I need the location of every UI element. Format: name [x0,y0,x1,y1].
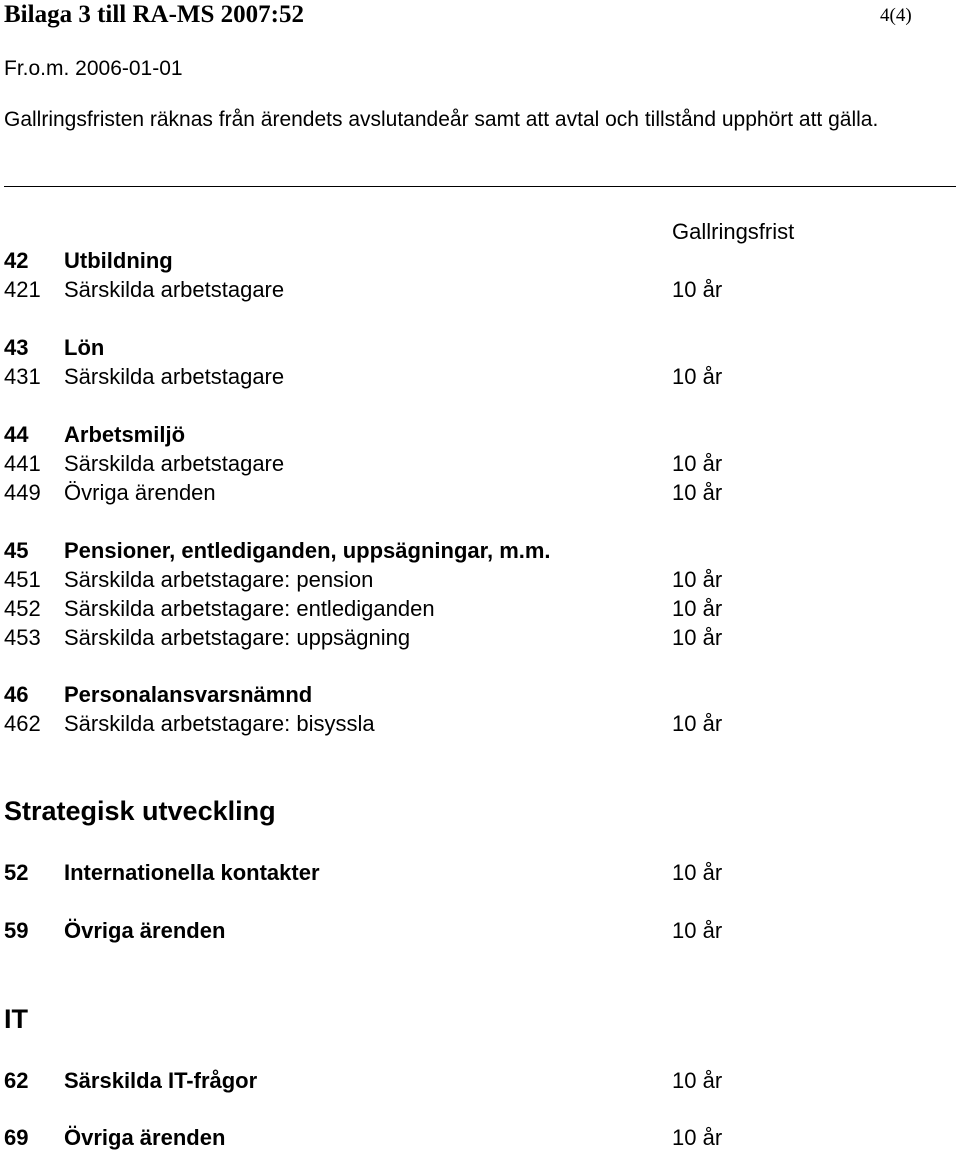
row-retention: 10 år [672,277,723,302]
row-name: Internationella kontakter [64,860,320,885]
row-code: 62 [4,1068,29,1093]
row-retention: 10 år [672,1125,723,1150]
row-code: 52 [4,860,29,885]
row-name: Särskilda arbetstagare [64,277,285,302]
row-retention: 10 år [672,567,723,592]
row-code: 59 [4,918,29,943]
row-name: Arbetsmiljö [64,422,186,447]
horizontal-divider [4,186,956,187]
row-retention: 10 år [672,451,723,476]
row-code: 431 [4,364,41,389]
row-name: Särskilda arbetstagare: entlediganden [64,596,435,621]
row-code: 42 [4,248,29,273]
row-retention: 10 år [672,1068,723,1093]
row-name: Särskilda arbetstagare: uppsägning [64,625,411,650]
row-code: 449 [4,480,41,505]
row-name: Särskilda arbetstagare [64,364,285,389]
row-name: Särskilda IT-frågor [64,1068,258,1093]
row-name: Personalansvarsnämnd [64,682,313,707]
row-code: 45 [4,538,29,563]
row-retention: 10 år [672,364,723,389]
row-name: Särskilda arbetstagare [64,451,285,476]
row-name: Pensioner, entlediganden, uppsägningar, m.m. [64,538,551,563]
column-header-retention: Gallringsfrist [672,219,795,244]
row-retention: 10 år [672,918,723,943]
row-code: 452 [4,596,41,621]
row-name: Övriga ärenden [64,1125,226,1150]
row-code: 69 [4,1125,29,1150]
row-retention: 10 år [672,860,723,885]
row-name: Särskilda arbetstagare: bisyssla [64,711,375,736]
row-name: Övriga ärenden [64,918,226,943]
row-code: 421 [4,277,41,302]
page-number: 4(4) [880,5,912,26]
document-title: Bilaga 3 till RA-MS 2007:52 [4,1,304,28]
row-retention: 10 år [672,711,723,736]
row-code: 453 [4,625,41,650]
row-name: Lön [64,335,105,360]
row-name: Övriga ärenden [64,480,216,505]
row-code: 441 [4,451,41,476]
section-heading-strategic: Strategisk utveckling [4,796,276,826]
row-code: 43 [4,335,29,360]
row-name: Särskilda arbetstagare: pension [64,567,374,592]
row-code: 451 [4,567,41,592]
row-name: Utbildning [64,248,173,273]
row-code: 462 [4,711,41,736]
section-heading-it: IT [4,1004,28,1034]
row-code: 44 [4,422,29,447]
row-code: 46 [4,682,29,707]
row-retention: 10 år [672,480,723,505]
intro-text: Gallringsfristen räknas från ärendets avslutandeår samt att avtal och tillstånd upphört att gälla. [4,108,879,131]
valid-from-date: Fr.o.m. 2006-01-01 [4,57,183,80]
row-retention: 10 år [672,625,723,650]
row-retention: 10 år [672,596,723,621]
